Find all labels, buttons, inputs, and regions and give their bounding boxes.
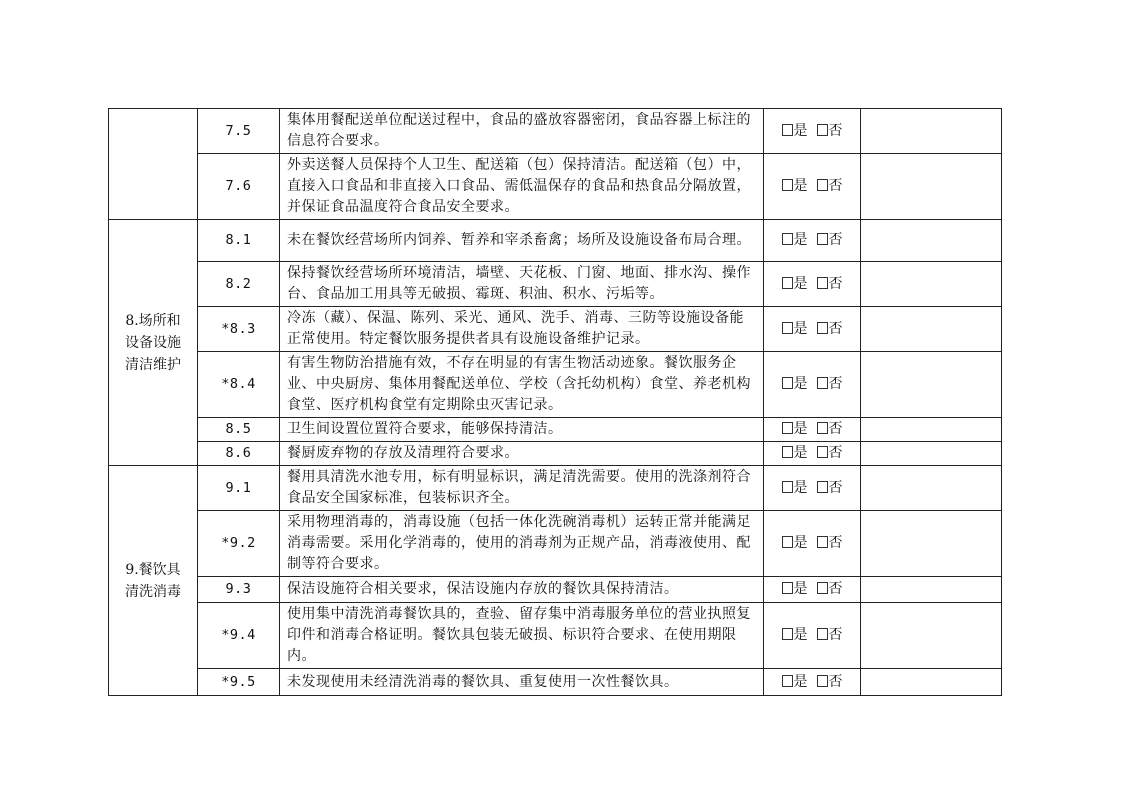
remarks-cell[interactable]	[861, 511, 1002, 577]
item-number: 7.5	[198, 109, 280, 154]
remarks-cell[interactable]	[861, 307, 1002, 352]
yes-checkbox[interactable]	[782, 628, 793, 640]
yes-no-options	[764, 109, 861, 154]
no-label: 否	[828, 178, 843, 194]
yes-no-options	[764, 577, 861, 603]
item-number: *8.4	[198, 352, 280, 418]
no-label: 否	[828, 581, 843, 597]
yes-checkbox[interactable]	[782, 277, 793, 289]
item-requirement: 未发现使用未经清洗消毒的餐饮具、重复使用一次性餐饮具。	[280, 669, 764, 696]
item-requirement: 保洁设施符合相关要求，保洁设施内存放的餐饮具保持清洁。	[280, 577, 764, 603]
item-requirement: 有害生物防治措施有效，不存在明显的有害生物活动迹象。餐饮服务企业、中央厨房、集体用餐配送单位、学校（含托幼机构）食堂、养老机构食堂、医疗机构食堂有定期除虫灭害记录。	[280, 352, 764, 418]
yes-no-options	[764, 669, 861, 696]
item-number: 9.1	[198, 466, 280, 511]
yes-label: 是	[793, 445, 808, 461]
remarks-cell[interactable]	[861, 603, 1002, 669]
yes-label: 是	[793, 627, 808, 643]
table-row	[109, 109, 1002, 154]
yes-checkbox[interactable]	[782, 675, 793, 687]
item-requirement: 餐用具清洗水池专用，标有明显标识，满足清洗需要。使用的洗涤剂符合食品安全国家标准，包装标识齐全。	[280, 466, 764, 511]
item-requirement: 使用集中清洗消毒餐饮具的，查验、留存集中消毒服务单位的营业执照复印件和消毒合格证明。餐饮具包装无破损、标识符合要求、在使用期限内。	[280, 603, 764, 669]
yes-checkbox[interactable]	[782, 422, 793, 434]
table-row	[109, 307, 1002, 352]
yes-checkbox[interactable]	[782, 377, 793, 389]
item-number: 9.3	[198, 577, 280, 603]
yes-checkbox[interactable]	[782, 536, 793, 548]
category-label-line: 设备设施	[125, 334, 181, 351]
yes-label: 是	[793, 232, 808, 248]
yes-checkbox[interactable]	[782, 481, 793, 493]
table-row	[109, 262, 1002, 307]
yes-no-options	[764, 418, 861, 442]
no-checkbox[interactable]	[817, 124, 828, 136]
yes-checkbox[interactable]	[782, 446, 793, 458]
no-label: 否	[828, 445, 843, 461]
yes-no-options	[764, 352, 861, 418]
no-label: 否	[828, 320, 843, 337]
yes-label: 是	[793, 673, 808, 690]
remarks-cell[interactable]	[861, 669, 1002, 696]
yes-checkbox[interactable]	[782, 124, 793, 136]
item-number: 7.6	[198, 154, 280, 220]
no-checkbox[interactable]	[817, 277, 828, 289]
no-label: 否	[828, 627, 843, 643]
table-row	[109, 352, 1002, 418]
item-requirement: 未在餐饮经营场所内饲养、暂养和宰杀畜禽；场所及设施设备布局合理。	[280, 220, 764, 262]
table-row	[109, 154, 1002, 220]
no-checkbox[interactable]	[817, 481, 828, 493]
inspection-checklist-table	[108, 108, 1002, 696]
yes-checkbox[interactable]	[782, 179, 793, 191]
remarks-cell[interactable]	[861, 262, 1002, 307]
table-row	[109, 466, 1002, 511]
table-row	[109, 418, 1002, 442]
no-checkbox[interactable]	[817, 179, 828, 191]
yes-label: 是	[793, 122, 808, 139]
item-number: *9.2	[198, 511, 280, 577]
no-checkbox[interactable]	[817, 377, 828, 389]
yes-label: 是	[793, 479, 808, 496]
no-checkbox[interactable]	[817, 233, 828, 245]
yes-no-options	[764, 154, 861, 220]
yes-checkbox[interactable]	[782, 322, 793, 334]
table-row	[109, 577, 1002, 603]
remarks-cell[interactable]	[861, 442, 1002, 466]
yes-label: 是	[793, 178, 808, 194]
table-row	[109, 220, 1002, 262]
table-row	[109, 442, 1002, 466]
table-row	[109, 511, 1002, 577]
yes-label: 是	[793, 320, 808, 337]
no-checkbox[interactable]	[817, 322, 828, 334]
item-requirement: 冷冻（藏）、保温、陈列、采光、通风、洗手、消毒、三防等设施设备能正常使用。特定餐饮服务提供者具有设施设备维护记录。	[280, 307, 764, 352]
category-cell-9	[109, 466, 198, 696]
category-label-line: 清洁维护	[125, 356, 181, 373]
item-requirement: 外卖送餐人员保持个人卫生、配送箱（包）保持清洁。配送箱（包）中，直接入口食品和非直接入口食品、需低温保存的食品和热食品分隔放置，并保证食品温度符合食品安全要求。	[280, 154, 764, 220]
item-number: 8.6	[198, 442, 280, 466]
yes-no-options	[764, 603, 861, 669]
no-checkbox[interactable]	[817, 422, 828, 434]
yes-label: 是	[793, 275, 808, 292]
item-requirement: 保持餐饮经营场所环境清洁，墙壁、天花板、门窗、地面、排水沟、操作台、食品加工用具等无破损、霉斑、积油、积水、污垢等。	[280, 262, 764, 307]
yes-checkbox[interactable]	[782, 233, 793, 245]
no-label: 否	[828, 376, 843, 392]
category-label-line: 9.餐饮具	[125, 561, 181, 578]
item-requirement: 采用物理消毒的，消毒设施（包括一体化洗碗消毒机）运转正常并能满足消毒需要。采用化学消毒的，使用的消毒剂为正规产品，消毒液使用、配制等符合要求。	[280, 511, 764, 577]
no-checkbox[interactable]	[817, 675, 828, 687]
item-number: 8.5	[198, 418, 280, 442]
remarks-cell[interactable]	[861, 466, 1002, 511]
category-label-line: 8.场所和	[125, 312, 181, 329]
yes-label: 是	[793, 376, 808, 392]
item-number: 8.2	[198, 262, 280, 307]
remarks-cell[interactable]	[861, 418, 1002, 442]
item-number: *8.3	[198, 307, 280, 352]
yes-no-options	[764, 442, 861, 466]
yes-label: 是	[793, 535, 808, 551]
yes-no-options	[764, 511, 861, 577]
item-number: *9.5	[198, 669, 280, 696]
remarks-cell[interactable]	[861, 577, 1002, 603]
category-cell-8	[109, 220, 198, 466]
item-requirement: 卫生间设置位置符合要求，能够保持清洁。	[280, 418, 764, 442]
yes-no-options	[764, 466, 861, 511]
yes-checkbox[interactable]	[782, 582, 793, 594]
remarks-cell[interactable]	[861, 109, 1002, 154]
no-label: 否	[828, 535, 843, 551]
category-cell-7	[109, 109, 198, 220]
no-label: 否	[828, 275, 843, 292]
table-row	[109, 669, 1002, 696]
no-checkbox[interactable]	[817, 536, 828, 548]
no-label: 否	[828, 479, 843, 496]
no-checkbox[interactable]	[817, 582, 828, 594]
yes-no-options	[764, 262, 861, 307]
item-requirement: 餐厨废弃物的存放及清理符合要求。	[280, 442, 764, 466]
remarks-cell[interactable]	[861, 154, 1002, 220]
no-checkbox[interactable]	[817, 446, 828, 458]
no-label: 否	[828, 673, 843, 690]
yes-label: 是	[793, 421, 808, 437]
yes-no-options	[764, 220, 861, 262]
no-label: 否	[828, 232, 843, 248]
item-number: 8.1	[198, 220, 280, 262]
item-number: *9.4	[198, 603, 280, 669]
remarks-cell[interactable]	[861, 352, 1002, 418]
yes-no-options	[764, 307, 861, 352]
category-label-line: 清洗消毒	[125, 583, 181, 600]
item-requirement: 集体用餐配送单位配送过程中，食品的盛放容器密闭，食品容器上标注的信息符合要求。	[280, 109, 764, 154]
table-row	[109, 603, 1002, 669]
no-checkbox[interactable]	[817, 628, 828, 640]
no-label: 否	[828, 122, 843, 139]
remarks-cell[interactable]	[861, 220, 1002, 262]
yes-label: 是	[793, 581, 808, 597]
no-label: 否	[828, 421, 843, 437]
